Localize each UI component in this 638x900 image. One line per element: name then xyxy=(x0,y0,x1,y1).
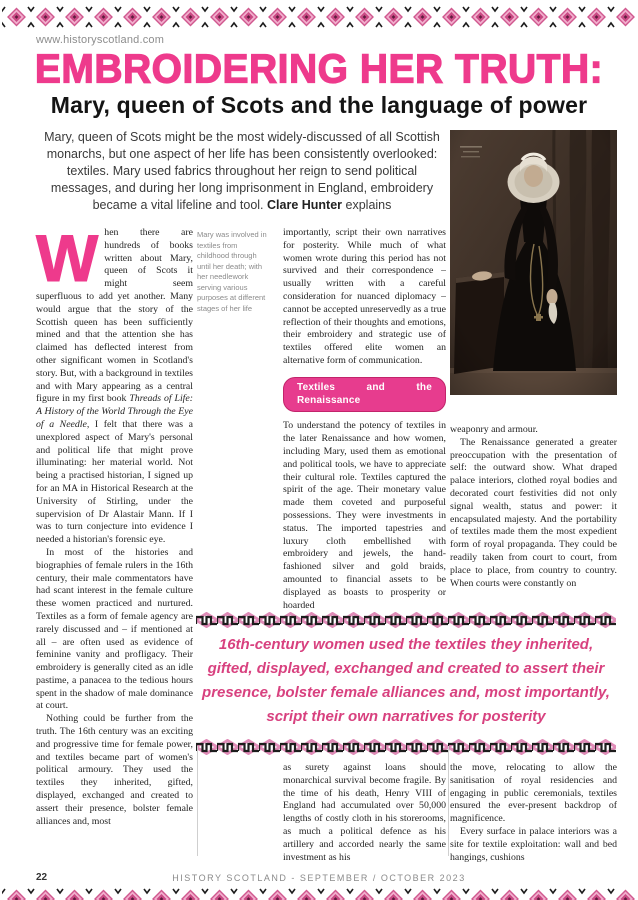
author-name: Clare Hunter xyxy=(267,198,343,212)
paragraph: The Renaissance generated a greater preoccupation with the presentation of self: the outward show. What draped palace interiors, clothed royal bodies and decorated court festivities did not only signal wealth, status and power: it encapsulated majesty. And the portability of textiles made them the most expedient form of royal propaganda. They could be readily taken from court to court, from place to place, from country to country. When courts were constantly on xyxy=(450,436,617,589)
page-number: 22 xyxy=(36,872,48,883)
body-column-left xyxy=(36,221,193,828)
photo-caption: Mary was involved in textiles from childhood through until her death; with her needlework serving various purposes at different stages of her life xyxy=(197,230,267,313)
paragraph: In most of the histories and biographies of female rulers in the 16th century, their male commentators have had scant interest in the female culture these women practiced and nurtured. Textiles as a form of female agency are rarely discussed and – if mentioned at all – are often used as evidence of feminine vanity and profligacy. Their embroidery is generally cited as an idle pastime, a panacea to the tedious hours spent in the shadow of male dominance at court. xyxy=(36,546,193,712)
column-divider xyxy=(448,746,449,856)
standfirst xyxy=(38,129,446,214)
meander-border-top xyxy=(196,612,616,628)
paragraph: weaponry and armour. xyxy=(450,424,538,435)
body-column-right-bottom xyxy=(450,762,617,864)
top-decorative-border xyxy=(2,4,636,30)
pull-quote: 16th-century women used the textiles they inherited, gifted, displayed, exchanged and created to assert their presence, bolster female alliances and, most importantly, script their own narratives for posterity xyxy=(202,636,610,725)
site-url: www.historyscotland.com xyxy=(36,34,165,46)
meander-border-bottom xyxy=(196,739,616,755)
article-subtitle: Mary, queen of Scots and the language of power xyxy=(50,92,588,118)
paragraph: as surety against loans should monarchical survival become fragile. By the time of his death, Henry VIII of England had accumulated over 50,000 lengths of costly cloth in his storerooms, as much a political defence as his artillery and accorded nearly the same investment as his xyxy=(283,762,446,863)
book-title: Threads of Life: A History of the World Through the Eye of a Needle xyxy=(36,393,193,430)
body-column-middle xyxy=(283,227,446,619)
bottom-decorative-border xyxy=(2,886,636,900)
body-column-right xyxy=(450,424,617,590)
paragraph: importantly, script their own narratives for posterity. While much of what women wrote during this period has not survived and their correspondence – usually written with a careful consideration for nuanced diplomacy – cannot be accepted unreservedly as a true reflection of their thoughts and emotions, their embroidery and strategic use of textiles offered elite women an alternative form of communication. xyxy=(283,227,446,366)
section-heading-badge: Textiles and the Renaissance xyxy=(283,377,446,413)
paragraph: Every surface in palace interiors was a site for textile exploitation: wall and bed hangings, cushions xyxy=(450,825,617,863)
mary-queen-of-scots-portrait xyxy=(450,130,617,395)
drop-cap: W xyxy=(36,221,99,295)
standfirst-text: Mary, queen of Scots might be the most widely-discussed of all Scottish monarchs, but one aspect of her life has been consistently overlooked: textiles. Mary used fabrics throughout her reign to send political messages, and during her long imprisonment in England, embroidery became a vital lifeline and tool. xyxy=(44,130,440,212)
paragraph: the move, relocating to allow the sanitisation of royal residencies and engaging in public ceremonials, textiles ensured the ever-present backdrop of magnificence. xyxy=(450,762,617,825)
paragraph: To understand the potency of textiles in the later Renaissance and how women, including Mary, used them as emotional and political tools, we have to appreciate their cultural role. Textiles captured the spirit of the age. Their monetary value made them coveted and purposeful possessions. They were investments in status. The imported tapestries and luxury cloth embellished with embroidery and jewels, the hand-fashioned silver and gold braids, amounted to financial assets to be displayed as boasts to prosperity or hoarded xyxy=(283,420,446,611)
paragraph: Nothing could be further from the truth. The 16th century was an exciting and progressive time for female power, and textiles became part of women's political armoury. They used the textiles they inherited, gifted, displayed, exchanged and created to assert their presence, bolster female alliances and, most xyxy=(36,713,193,827)
footer-magazine-title: HISTORY SCOTLAND - SEPTEMBER / OCTOBER 2023 xyxy=(172,873,466,883)
column-divider xyxy=(197,746,198,856)
article-headline: EMBROIDERING HER TRUTH: xyxy=(34,46,604,93)
body-column-middle-bottom xyxy=(283,762,446,864)
standfirst-tail: explains xyxy=(342,198,392,212)
paragraph: When there are hundreds of books written about Mary, queen of Scots it might seem superfluous to add yet another. Many would argue that the story of the Scottish queen has been sufficiently mined and that the attention she has claimed has deflected interest from other significant women in Scotland's story. But, with a background in textiles and with Mary appearing as a central figure in my first book Threads of Life: A History of the World Through the Eye of a Needle, I felt that there was a unexplored aspect of Mary's personal and political life that might prove illuminating: her material world. Not being a practised historian, I signed up for an MA in Historical Research at the University of Stirling, under the supervision of Dr Alastair Mann. If I was to turn conjecture into evidence I needed a historian's forensic eye. xyxy=(36,221,193,546)
